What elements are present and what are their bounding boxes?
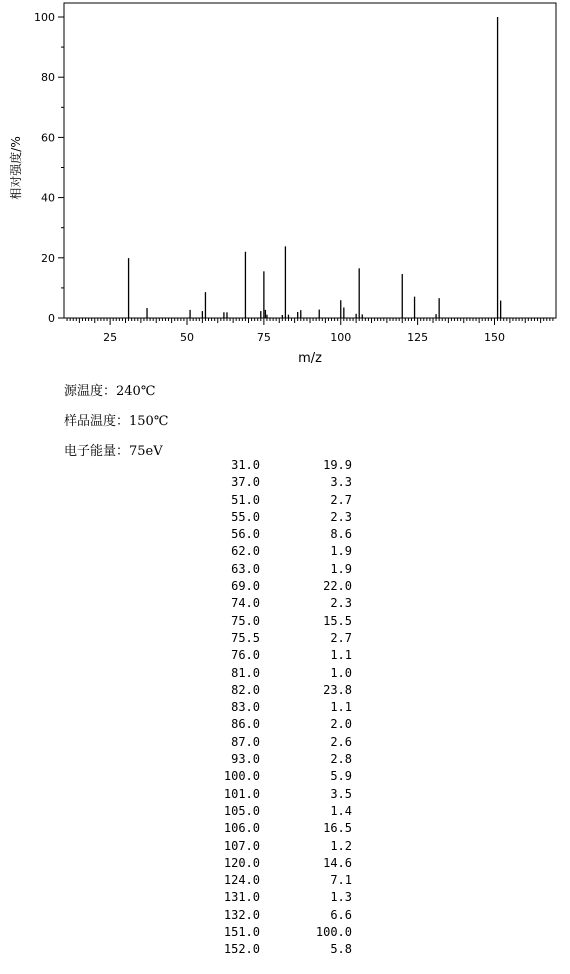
mz-value: 55.0 — [231, 509, 260, 524]
x-tick-label: 25 — [103, 331, 118, 344]
table-row — [200, 941, 352, 958]
mz-value: 151.0 — [223, 925, 260, 940]
intensity-value: 5.8 — [330, 942, 352, 957]
intensity-value: 2.7 — [330, 630, 352, 645]
mz-value: 87.0 — [231, 734, 260, 749]
x-tick-label: 75 — [256, 331, 271, 344]
mz-value: 82.0 — [231, 682, 260, 697]
peak-table — [200, 457, 352, 959]
table-row — [200, 872, 352, 889]
table-row — [200, 716, 352, 733]
sample-temperature: 样品温度：150℃ — [64, 414, 169, 429]
table-row — [200, 924, 352, 941]
mz-value: 124.0 — [223, 873, 260, 888]
mz-value: 75.0 — [231, 613, 260, 628]
table-row — [200, 855, 352, 872]
mz-value: 69.0 — [231, 579, 260, 594]
mz-value: 63.0 — [231, 561, 260, 576]
intensity-value: 1.0 — [330, 665, 352, 680]
mz-value: 106.0 — [223, 821, 260, 836]
intensity-value: 1.3 — [330, 890, 352, 905]
mz-value: 81.0 — [231, 665, 260, 680]
intensity-value: 1.1 — [330, 700, 352, 715]
intensity-value: 2.6 — [330, 734, 352, 749]
source-temperature: 源温度：240℃ — [64, 384, 156, 399]
intensity-value: 5.9 — [330, 769, 352, 784]
table-row — [200, 578, 352, 595]
intensity-value: 19.9 — [323, 458, 352, 472]
mz-value: 105.0 — [223, 803, 260, 818]
table-row — [200, 526, 352, 543]
y-tick-label: 0 — [48, 312, 55, 325]
intensity-value: 23.8 — [323, 682, 352, 697]
mz-value: 86.0 — [231, 717, 260, 732]
table-row — [200, 474, 352, 491]
intensity-value: 2.3 — [330, 509, 352, 524]
table-row — [200, 509, 352, 526]
electron-energy: 电子能量：75eV — [64, 444, 163, 459]
intensity-value: 14.6 — [323, 855, 352, 870]
table-row — [200, 561, 352, 578]
mz-value: 120.0 — [223, 855, 260, 870]
intensity-value: 3.3 — [330, 475, 352, 490]
mz-value: 152.0 — [223, 942, 260, 957]
table-row — [200, 751, 352, 768]
mz-value: 132.0 — [223, 907, 260, 922]
intensity-value: 8.6 — [330, 527, 352, 542]
x-tick-label: 100 — [330, 331, 352, 344]
x-axis-label: m/z — [298, 351, 322, 366]
plot-frame — [64, 3, 556, 318]
intensity-value: 3.5 — [330, 786, 352, 801]
mass-spectrum-chart — [0, 0, 570, 372]
table-row — [200, 699, 352, 716]
intensity-value: 7.1 — [330, 873, 352, 888]
mz-value: 31.0 — [231, 458, 260, 472]
intensity-value: 100.0 — [315, 925, 352, 940]
mz-value: 51.0 — [231, 492, 260, 507]
intensity-value: 16.5 — [323, 821, 352, 836]
y-tick-label: 60 — [41, 131, 55, 145]
table-row — [200, 613, 352, 630]
intensity-value: 2.3 — [330, 596, 352, 611]
mz-value: 101.0 — [223, 786, 260, 801]
mz-value: 74.0 — [231, 596, 260, 611]
y-tick-label: 20 — [41, 251, 55, 265]
table-row — [200, 838, 352, 855]
table-row — [200, 889, 352, 906]
table-row — [200, 786, 352, 803]
table-row — [200, 734, 352, 751]
table-row — [200, 630, 352, 647]
mz-value: 76.0 — [231, 648, 260, 663]
x-tick-label: 125 — [407, 331, 429, 344]
mz-value: 131.0 — [223, 890, 260, 905]
table-row — [200, 907, 352, 924]
mz-value: 62.0 — [231, 544, 260, 559]
mz-value: 93.0 — [231, 752, 260, 767]
intensity-value: 1.1 — [330, 648, 352, 663]
mz-value: 100.0 — [223, 769, 260, 784]
mz-value: 107.0 — [223, 838, 260, 853]
intensity-value: 1.4 — [330, 803, 352, 818]
mz-value: 56.0 — [231, 527, 260, 542]
table-row — [200, 457, 352, 474]
y-tick-label: 80 — [41, 71, 55, 85]
intensity-value: 1.9 — [330, 561, 352, 576]
table-row — [200, 665, 352, 682]
intensity-value: 22.0 — [323, 579, 352, 594]
x-tick-label: 50 — [180, 331, 194, 344]
table-row — [200, 768, 352, 785]
table-row — [200, 682, 352, 699]
mz-value: 75.5 — [231, 630, 260, 645]
mz-value: 37.0 — [231, 475, 260, 490]
y-axis-label: 相对强度/% — [9, 136, 23, 200]
x-tick-label: 150 — [484, 331, 505, 344]
intensity-value: 1.9 — [330, 544, 352, 559]
intensity-value: 2.7 — [330, 492, 352, 507]
table-row — [200, 647, 352, 664]
y-tick-label: 40 — [41, 191, 55, 205]
table-row — [200, 595, 352, 612]
table-row — [200, 543, 352, 560]
y-tick-label: 100 — [34, 11, 55, 24]
table-row — [200, 492, 352, 509]
table-row — [200, 820, 352, 837]
intensity-value: 1.2 — [330, 838, 352, 853]
mz-value: 83.0 — [231, 700, 260, 715]
intensity-value: 2.0 — [330, 717, 352, 732]
intensity-value: 15.5 — [323, 613, 352, 628]
table-row — [200, 803, 352, 820]
intensity-value: 2.8 — [330, 752, 352, 767]
intensity-value: 6.6 — [330, 907, 352, 922]
